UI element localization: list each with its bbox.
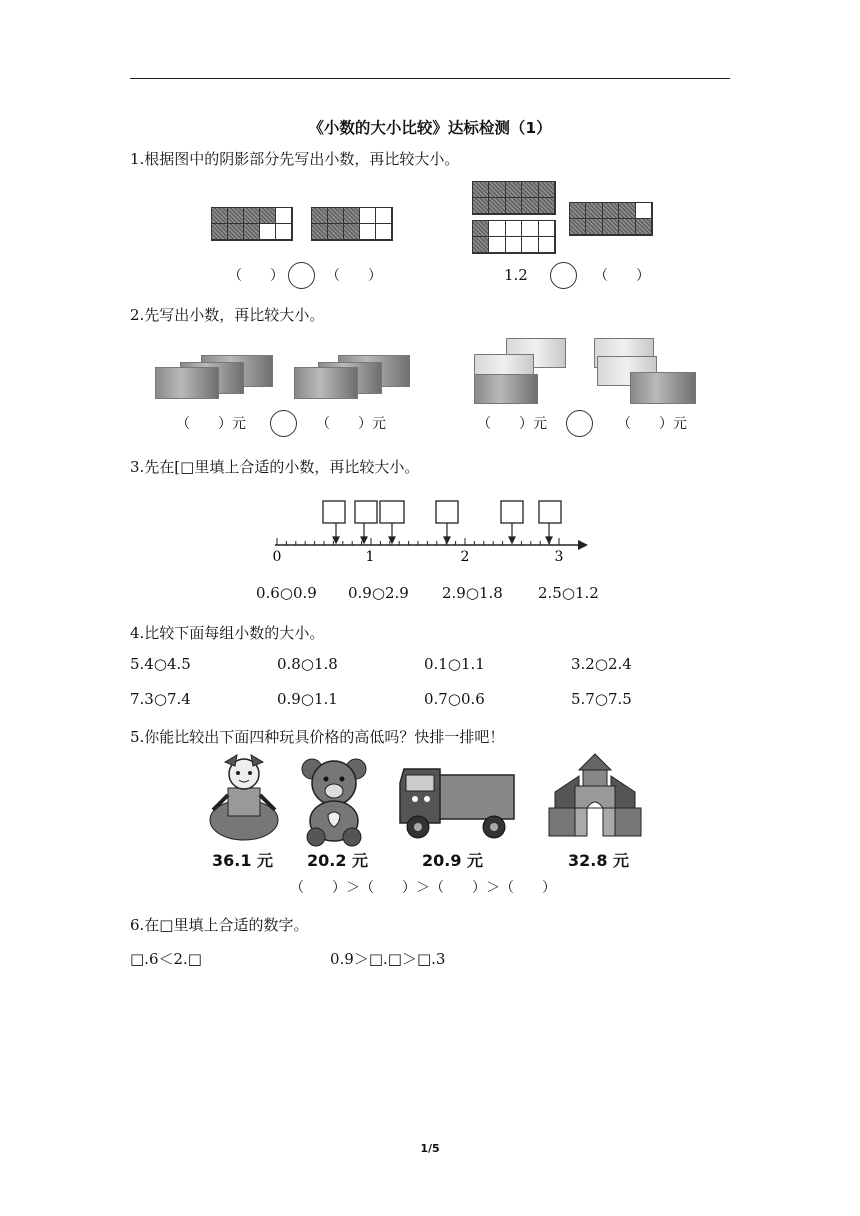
answer-blank[interactable]: （ ）元 bbox=[176, 416, 246, 432]
compare-circle[interactable] bbox=[550, 262, 577, 289]
grid-figure-1b bbox=[311, 207, 393, 241]
banknote-image bbox=[630, 372, 696, 404]
comparison-item[interactable]: 0.6○0.9 bbox=[256, 584, 317, 602]
number-line-box bbox=[436, 501, 458, 523]
top-rule bbox=[130, 78, 730, 79]
fill-digit-item[interactable]: 0.9＞□.□＞□.3 bbox=[330, 950, 446, 968]
answer-blank[interactable]: （ ） bbox=[326, 268, 382, 284]
page-number: 1/5 bbox=[420, 1142, 440, 1155]
number-line-box bbox=[539, 501, 561, 523]
question-4-prompt: 4.比较下面每组小数的大小。 bbox=[130, 624, 325, 642]
tick-label: 2 bbox=[460, 549, 470, 565]
answer-blank[interactable]: （ ）元 bbox=[316, 416, 386, 432]
price-order-answer[interactable]: （ ）＞（ ）＞（ ）＞（ ） bbox=[290, 880, 556, 896]
page-title: 《小数的大小比较》达标检测（1） bbox=[308, 119, 552, 137]
teddy-bear-image bbox=[297, 755, 371, 847]
comparison-item[interactable]: 2.9○1.8 bbox=[442, 584, 503, 602]
number-line bbox=[260, 495, 590, 565]
comparison-item[interactable]: 7.3○7.4 bbox=[130, 690, 191, 708]
comparison-item[interactable]: 0.9○2.9 bbox=[348, 584, 409, 602]
answer-blank[interactable]: （ ）元 bbox=[477, 416, 547, 432]
compare-circle[interactable] bbox=[566, 410, 593, 437]
truck-toy-image bbox=[396, 763, 518, 843]
number-line-box bbox=[323, 501, 345, 523]
grid-figure-2b bbox=[472, 220, 556, 254]
given-value: 1.2 bbox=[504, 266, 528, 284]
question-3-prompt: 3.先在[□里填上合适的小数，再比较大小。 bbox=[130, 458, 420, 476]
question-6-prompt: 6.在□里填上合适的数字。 bbox=[130, 916, 309, 934]
tick-label: 3 bbox=[554, 549, 564, 565]
comparison-item[interactable]: 0.7○0.6 bbox=[424, 690, 485, 708]
price-label: 32.8 元 bbox=[568, 851, 630, 870]
grid-figure-1a bbox=[211, 207, 293, 241]
tick-label: 0 bbox=[272, 549, 282, 565]
answer-blank[interactable]: （ ） bbox=[594, 268, 650, 284]
building-blocks-image bbox=[545, 752, 645, 840]
price-label: 20.9 元 bbox=[422, 851, 484, 870]
tick-label: 1 bbox=[365, 549, 375, 565]
price-label: 20.2 元 bbox=[307, 851, 369, 870]
price-label: 36.1 元 bbox=[212, 851, 274, 870]
grid-figure-2c bbox=[569, 202, 653, 236]
comparison-item[interactable]: 0.8○1.8 bbox=[277, 655, 338, 673]
comparison-item[interactable]: 5.7○7.5 bbox=[571, 690, 632, 708]
answer-blank[interactable]: （ ） bbox=[228, 268, 284, 284]
comparison-item[interactable]: 3.2○2.4 bbox=[571, 655, 632, 673]
comparison-item[interactable]: 0.9○1.1 bbox=[277, 690, 338, 708]
doll-toy-image bbox=[203, 750, 285, 845]
comparison-item[interactable]: 2.5○1.2 bbox=[538, 584, 599, 602]
question-2-prompt: 2.先写出小数，再比较大小。 bbox=[130, 306, 325, 324]
number-line-box bbox=[355, 501, 377, 523]
banknote-image bbox=[155, 367, 219, 399]
compare-circle[interactable] bbox=[270, 410, 297, 437]
question-1-prompt: 1.根据图中的阴影部分先写出小数，再比较大小。 bbox=[130, 150, 460, 168]
answer-blank[interactable]: （ ）元 bbox=[617, 416, 687, 432]
banknote-image bbox=[474, 374, 538, 404]
comparison-item[interactable]: 0.1○1.1 bbox=[424, 655, 485, 673]
number-line-box bbox=[501, 501, 523, 523]
grid-figure-2a bbox=[472, 181, 556, 215]
number-line-box bbox=[380, 501, 404, 523]
fill-digit-item[interactable]: □.6＜2.□ bbox=[130, 950, 202, 968]
question-5-prompt: 5.你能比较出下面四种玩具价格的高低吗？快排一排吧！ bbox=[130, 728, 505, 746]
banknote-image bbox=[294, 367, 358, 399]
compare-circle[interactable] bbox=[288, 262, 315, 289]
comparison-item[interactable]: 5.4○4.5 bbox=[130, 655, 191, 673]
